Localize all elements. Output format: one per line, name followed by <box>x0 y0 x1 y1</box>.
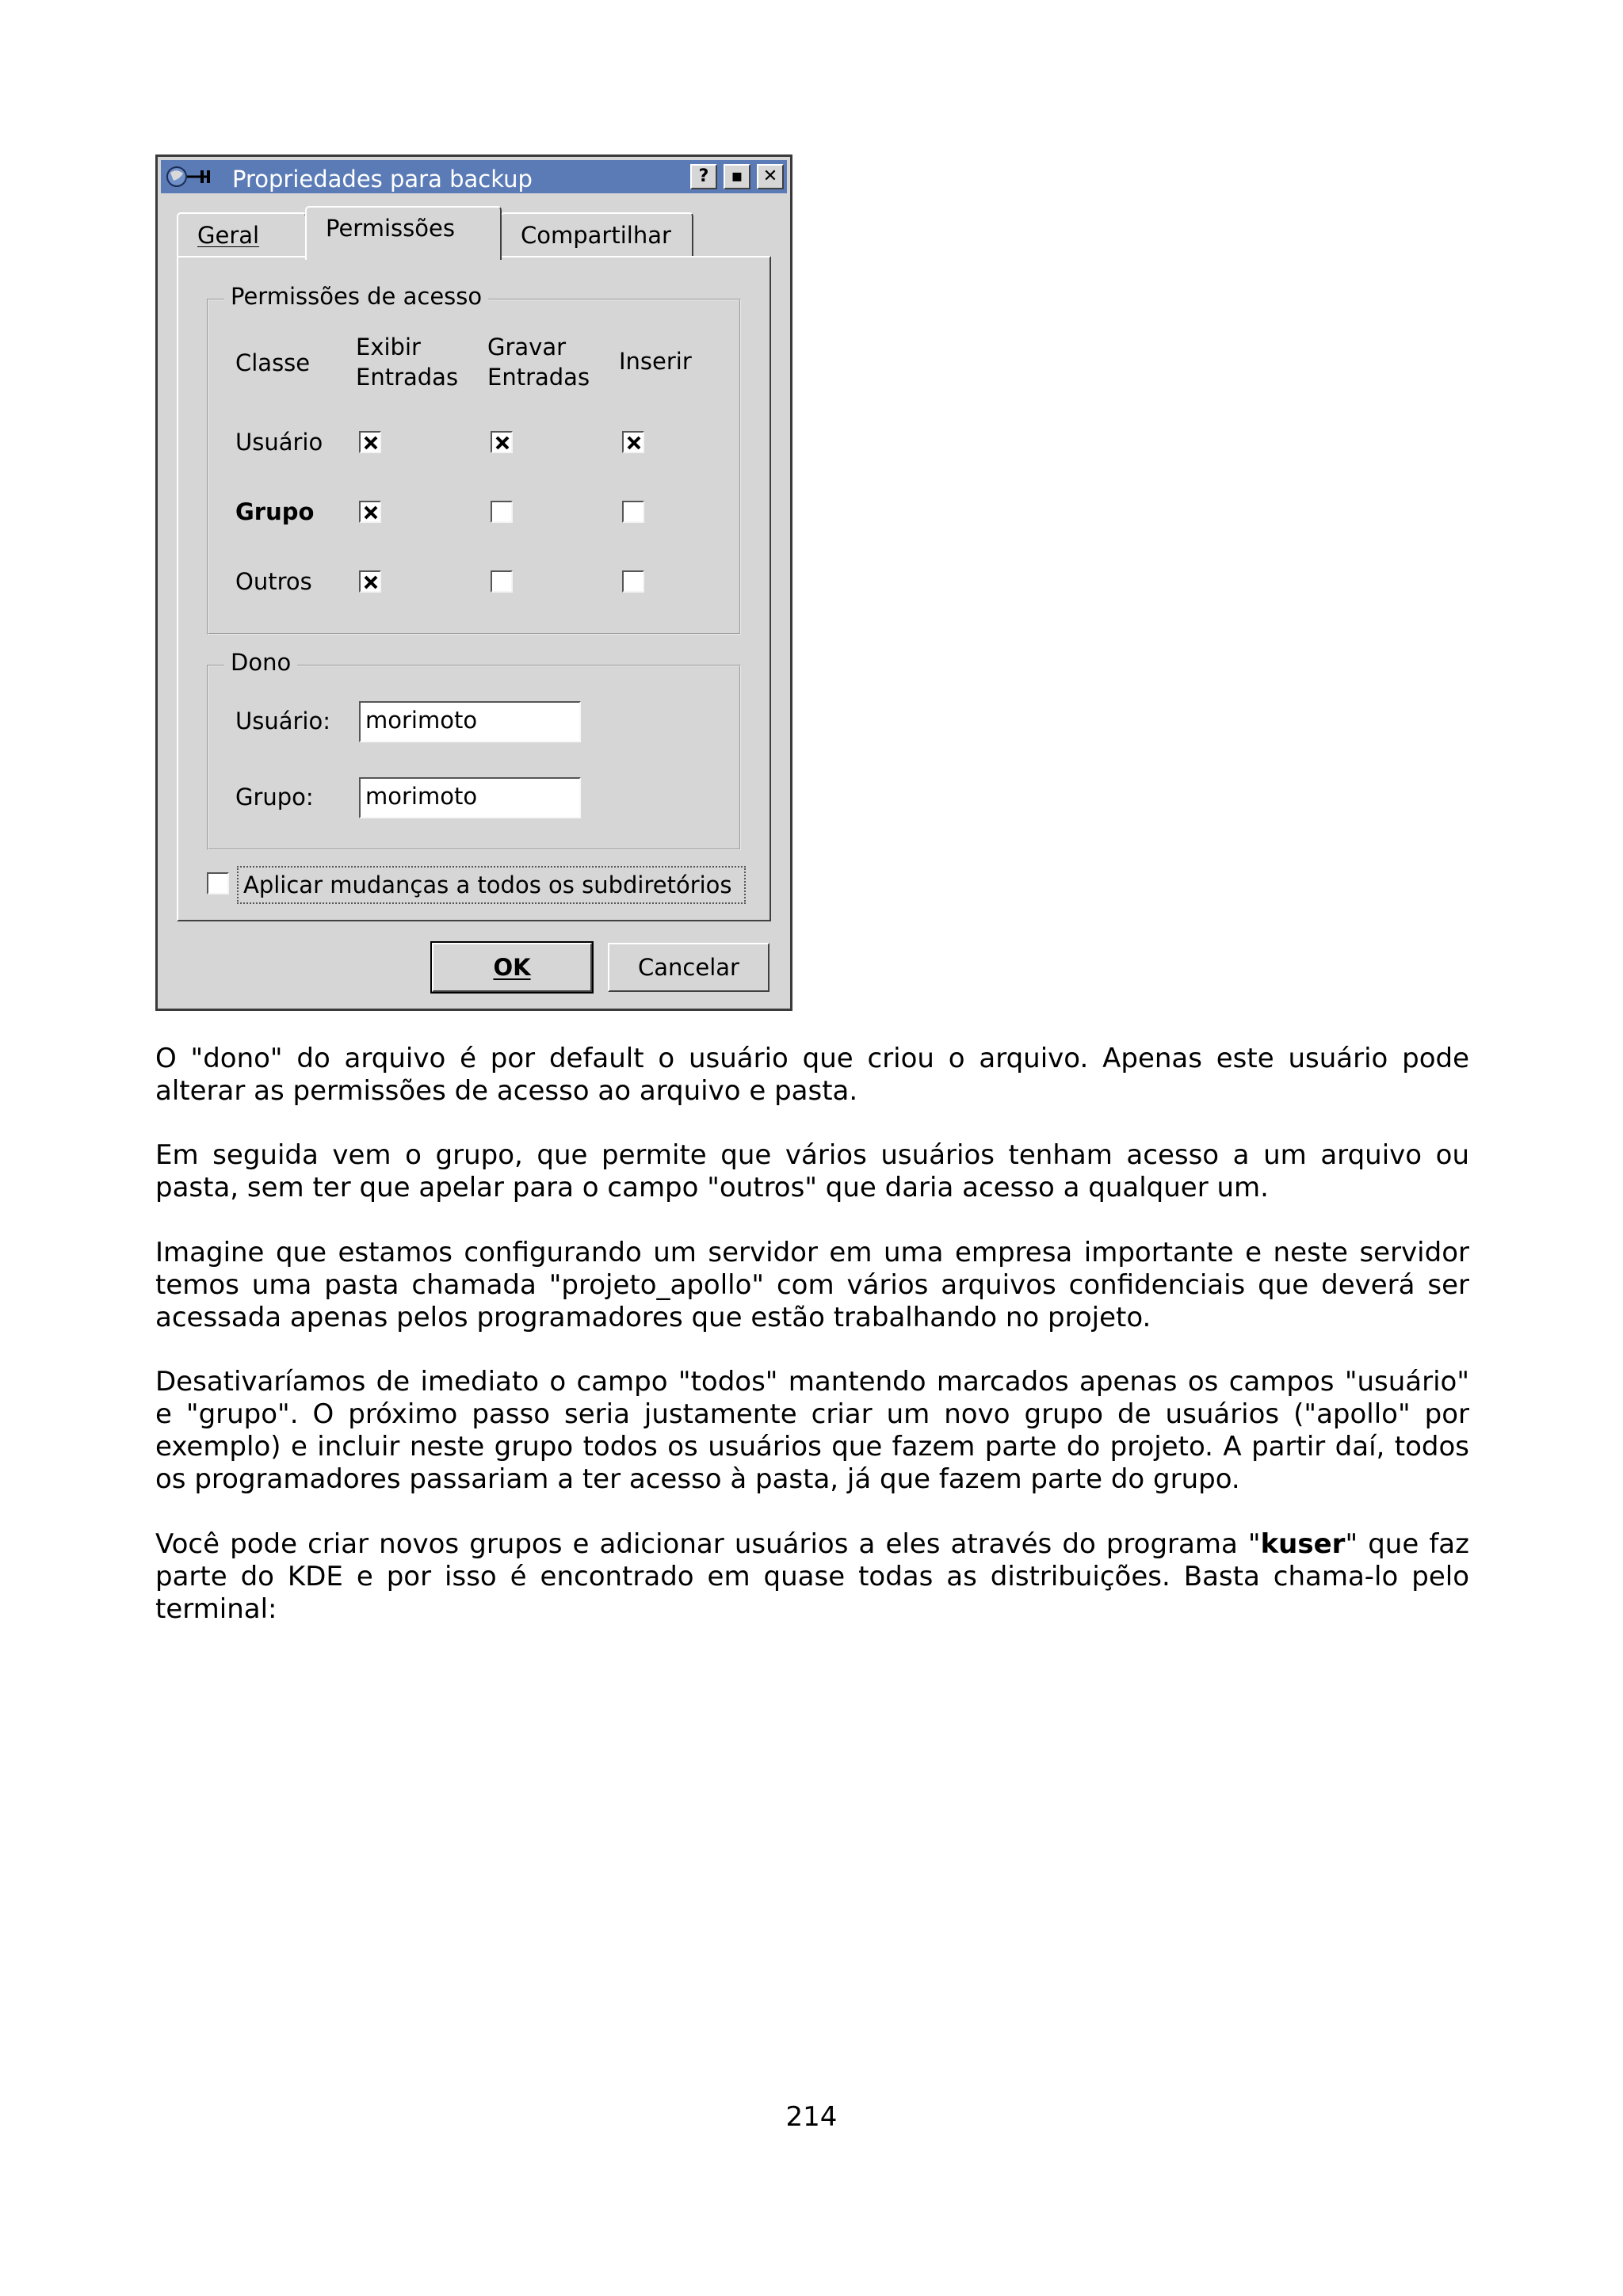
access-permissions-group <box>207 283 741 635</box>
row-label-usuario: Usuário <box>235 429 323 456</box>
paragraph-5-part-2: " que faz parte do KDE e por isso é encontrado em quase todas as distribuições. Basta chama-lo pelo terminal: <box>155 1528 1469 1625</box>
kuser-program-name: kuser <box>1260 1528 1346 1560</box>
paragraph-4: Desativaríamos de imediato o campo "todos" mantendo marcados apenas os campos "usuário" e "grupo". O próximo passo seria justamente criar um novo grupo de usuários ("apollo" por exemplo) e incluir neste grupo todos os usuários que fazem parte do projeto. A partir daí, todos os programadores passariam a ter acesso à pasta, já que fazem parte do grupo. <box>155 1366 1469 1495</box>
outros-gravar-checkbox[interactable] <box>491 570 513 593</box>
maximize-button[interactable]: ▪ <box>724 164 750 189</box>
paragraph-5-part-1: Você pode criar novos grupos e adicionar usuários a eles através do programa " <box>155 1528 1261 1560</box>
header-classe: Classe <box>235 349 311 376</box>
check-x-icon <box>626 435 642 451</box>
check-x-icon <box>495 435 510 451</box>
check-x-icon <box>363 574 379 590</box>
usuario-inserir-checkbox[interactable] <box>622 431 644 453</box>
header-exibir: Exibir <box>356 334 421 360</box>
outros-inserir-checkbox[interactable] <box>622 570 644 593</box>
paragraph-3: Imagine que estamos configurando um servidor em uma empresa importante e neste servidor temos uma pasta chamada "projeto_apollo" com vários arquivos confidenciais que deverá ser acessada apenas pelos programadores que estão trabalhando no projeto. <box>155 1237 1469 1333</box>
row-label-grupo: Grupo <box>235 498 315 525</box>
tab-permissoes-label: Permissões <box>326 215 455 242</box>
tab-compartilhar-label: Compartilhar <box>521 222 671 249</box>
cancel-button[interactable] <box>608 943 769 992</box>
tab-permissoes[interactable] <box>305 206 502 260</box>
grupo-gravar-checkbox[interactable] <box>491 501 513 523</box>
header-inserir: Inserir <box>619 348 692 375</box>
outros-exibir-checkbox[interactable] <box>359 570 381 593</box>
paragraph-1: O "dono" do arquivo é por default o usuário que criou o arquivo. Apenas este usuário pode alterar as permissões de acesso ao arquivo e pasta. <box>155 1043 1469 1107</box>
apply-subdirs-checkbox[interactable] <box>207 872 229 894</box>
dialog-title: Propriedades para backup <box>232 166 533 193</box>
tab-compartilhar[interactable] <box>500 212 693 258</box>
owner-user-label: Usuário: <box>235 707 330 734</box>
tab-panel-permissoes <box>177 256 771 921</box>
properties-dialog <box>155 154 792 1011</box>
cancel-button-label: Cancelar <box>638 954 739 981</box>
close-button[interactable]: ✕ <box>757 164 784 189</box>
row-label-outros: Outros <box>235 568 312 595</box>
apply-subdirs-label: Aplicar mudanças a todos os subdiretórios <box>243 871 732 898</box>
check-x-icon <box>363 435 379 451</box>
usuario-gravar-checkbox[interactable] <box>491 431 513 453</box>
owner-group <box>207 649 741 850</box>
paragraph-5 <box>155 1528 1469 1626</box>
apply-subdirs-focus[interactable] <box>237 866 746 904</box>
owner-legend: Dono <box>224 649 297 676</box>
owner-group-input[interactable]: morimoto <box>359 777 581 818</box>
help-button[interactable]: ? <box>690 164 717 189</box>
usuario-exibir-checkbox[interactable] <box>359 431 381 453</box>
ok-button-label: OK <box>493 954 531 981</box>
check-x-icon <box>363 505 379 521</box>
grupo-exibir-checkbox[interactable] <box>359 501 381 523</box>
access-permissions-legend: Permissões de acesso <box>224 283 488 310</box>
title-bar[interactable] <box>161 160 787 193</box>
tab-geral-label: Geral <box>197 222 260 249</box>
owner-user-input[interactable]: morimoto <box>359 701 581 742</box>
tab-geral[interactable] <box>177 212 307 258</box>
page-number: 214 <box>785 2101 838 2133</box>
globe-pin-icon <box>166 165 215 189</box>
owner-group-label: Grupo: <box>235 784 314 810</box>
header-exibir-entradas: Entradas <box>356 364 459 391</box>
grupo-inserir-checkbox[interactable] <box>622 501 644 523</box>
paragraph-2: Em seguida vem o grupo, que permite que vários usuários tenham acesso a um arquivo ou pasta, sem ter que apelar para o campo "outros" que daria acesso a qualquer um. <box>155 1139 1469 1203</box>
header-gravar: Gravar <box>487 334 567 360</box>
header-gravar-entradas: Entradas <box>487 364 590 391</box>
ok-button[interactable] <box>432 943 592 992</box>
